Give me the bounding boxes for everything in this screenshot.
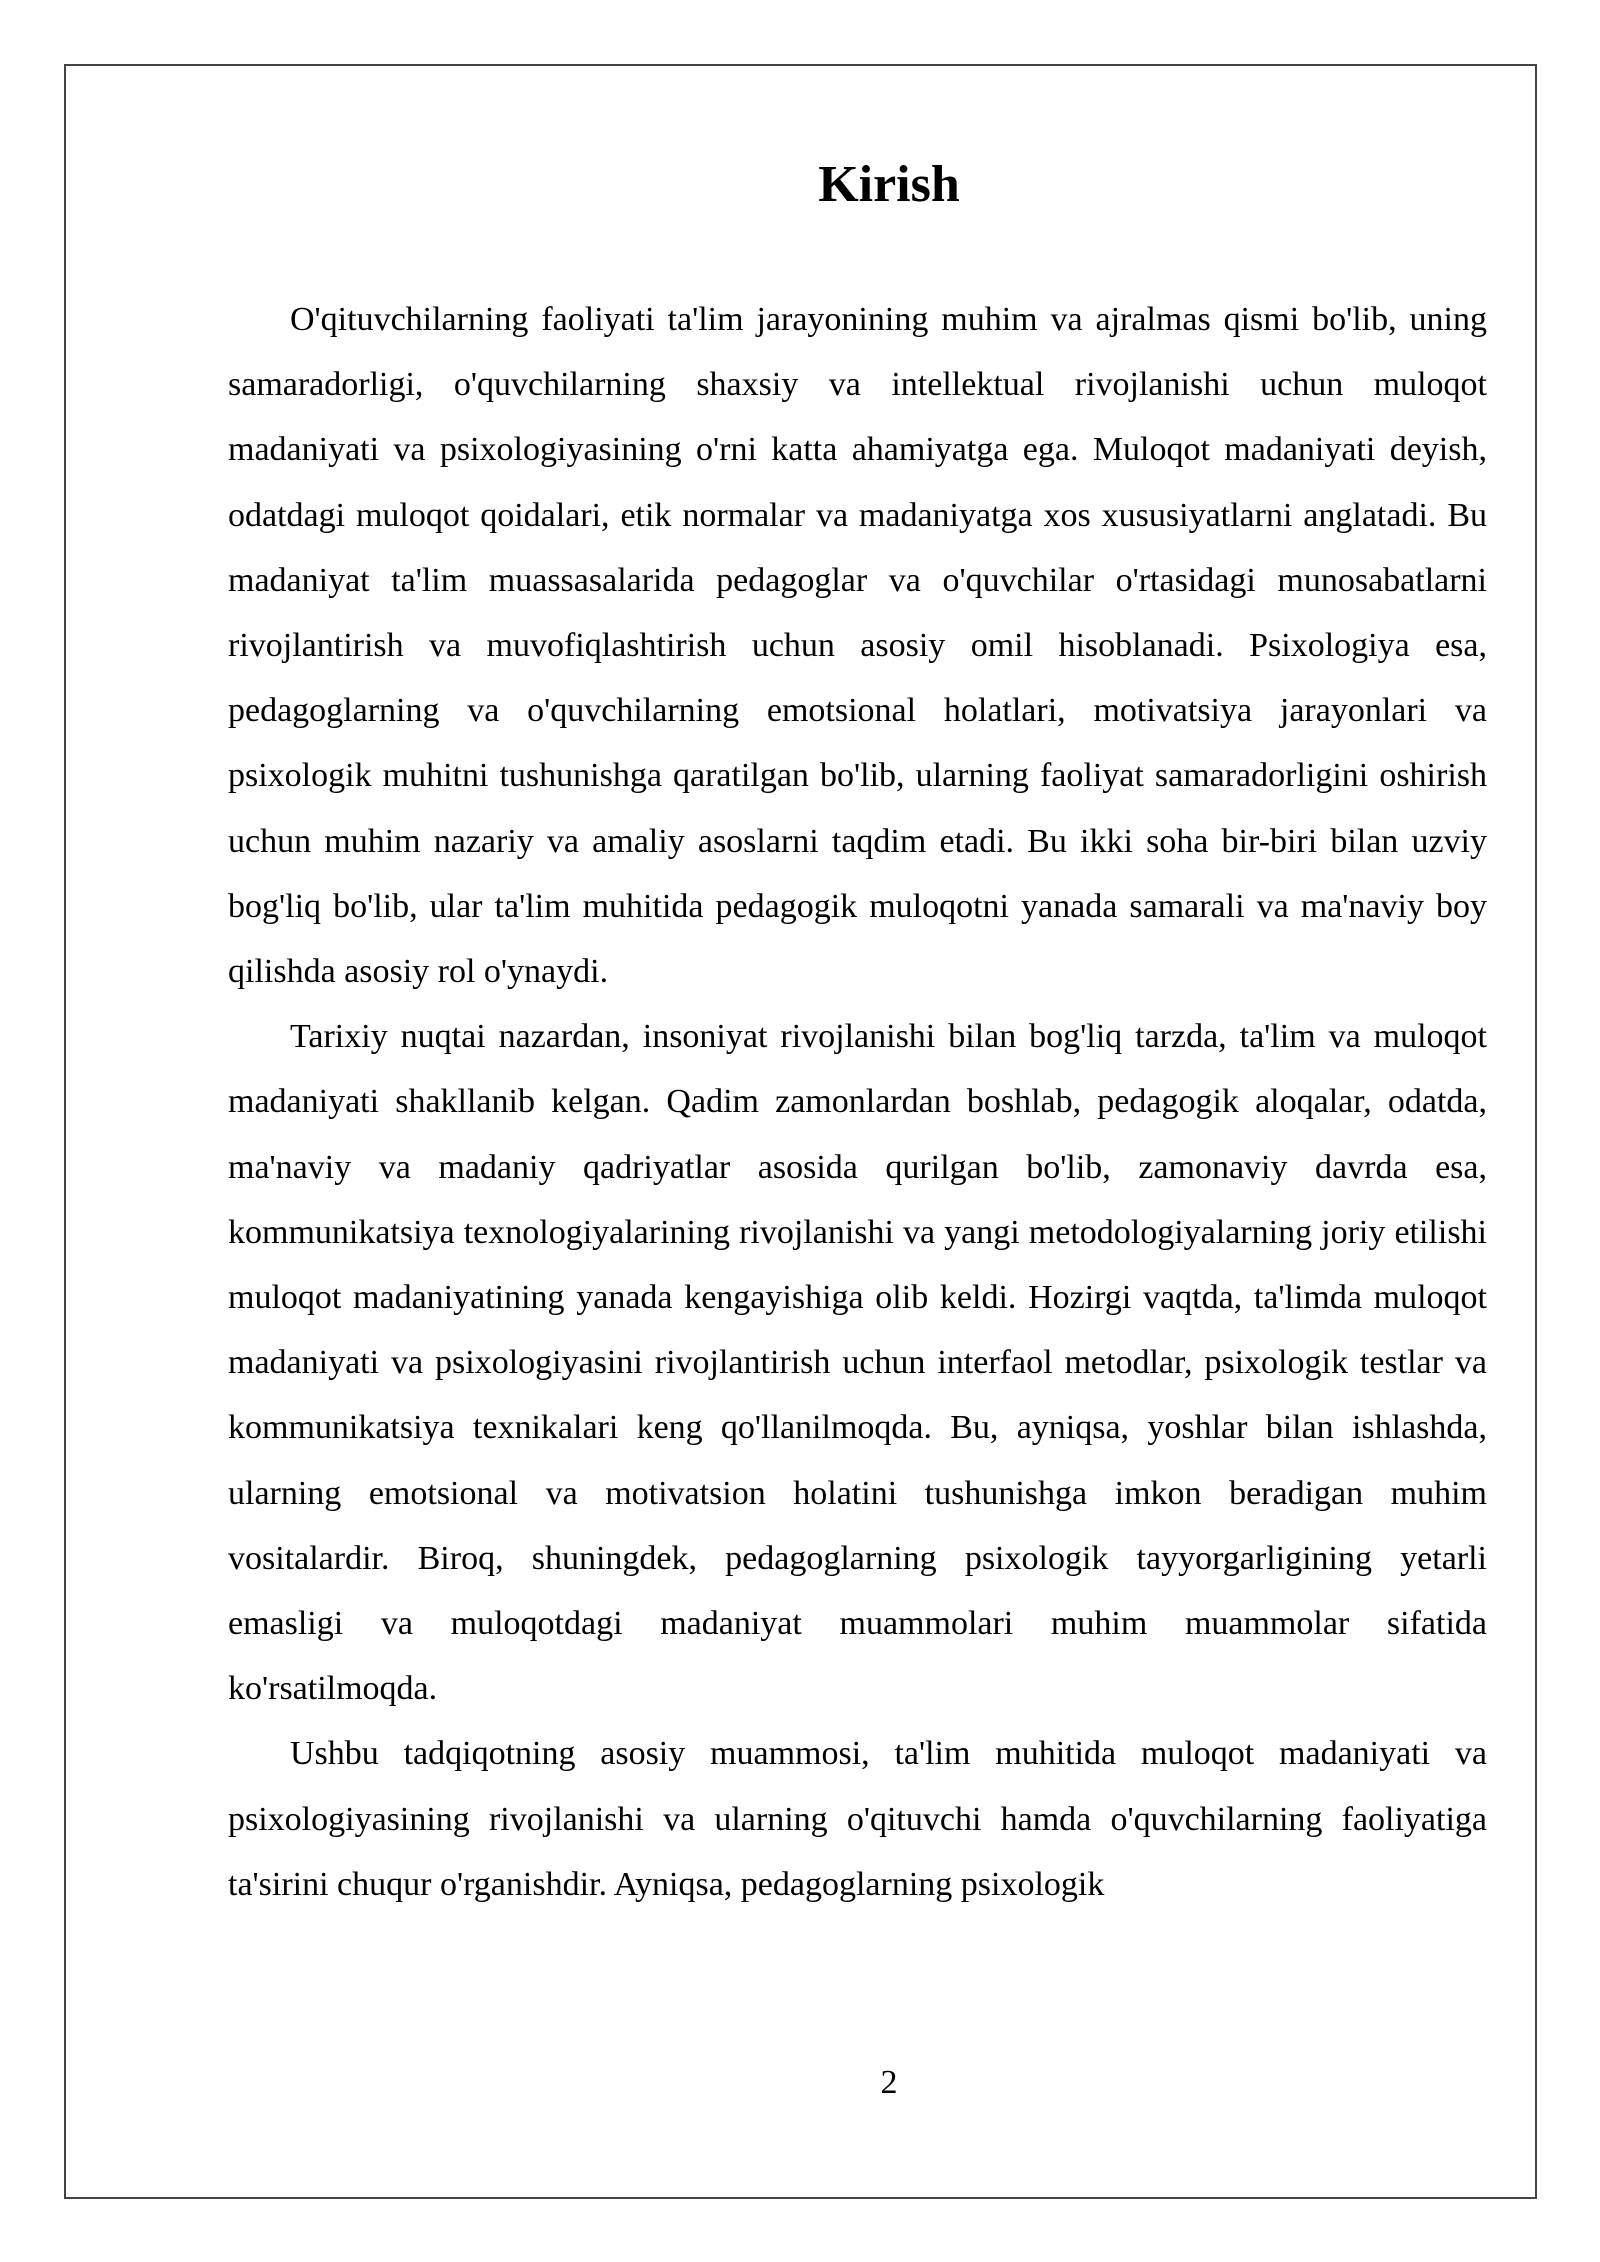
- paragraph-1: O'qituvchilarning faoliyati ta'lim jarayonining muhim va ajralmas qismi bo'lib, uning samaradorligi, o'quvchilarning shaxsiy va intellektual rivojlanishi uchun muloqot madaniyati va psixologiyasining o'rni katta ahamiyatga ega. Muloqot madaniyati deyish, odatdagi muloqot qoidalari, etik normalar va madaniyatga xos xususiyatlarni anglatadi. Bu madaniyat ta'lim muassasalarida pedagoglar va o'quvchilar o'rtasidagi munosabatlarni rivojlantirish va muvofiqlashtirish uchun asosiy omil hisoblanadi. Psixologiya esa, pedagoglarning va o'quvchilarning emotsional holatlari, motivatsiya jarayonlari va psixologik muhitni tushunishga qaratilgan bo'lib, ularning faoliyat samaradorligini oshirish uchun muhim nazariy va amaliy asoslarni taqdim etadi. Bu ikki soha bir-biri bilan uzviy bog'liq bo'lib, ular ta'lim muhitida pedagogik muloqotni yanada samarali va ma'naviy boy qilishda asosiy rol o'ynaydi.: [228, 301, 1487, 991]
- body-text: [228, 287, 1487, 1917]
- page-title: Kirish: [818, 156, 960, 213]
- paragraph-3: Ushbu tadqiqotning asosiy muammosi, ta'lim muhitida muloqot madaniyati va psixologiyasining rivojlanishi va ularning o'qituvchi hamda o'quvchilarning faoliyatiga ta'sirini chuqur o'rganishdir. Ayniqsa, pedagoglarning psixologik: [228, 1735, 1487, 1903]
- page-number: 2: [880, 2064, 898, 2101]
- paragraph-2: Tarixiy nuqtai nazardan, insoniyat rivojlanishi bilan bog'liq tarzda, ta'lim va muloqot madaniyati shakllanib kelgan. Qadim zamonlardan boshlab, pedagogik aloqalar, odatda, ma'naviy va madaniy qadriyatlar asosida qurilgan bo'lib, zamonaviy davrda esa, kommunikatsiya texnologiyalarining rivojlanishi va yangi metodologiyalarning joriy etilishi muloqot madaniyatining yanada kengayishiga olib keldi. Hozirgi vaqtda, ta'limda muloqot madaniyati va psixologiyasini rivojlantirish uchun interfaol metodlar, psixologik testlar va kommunikatsiya texnikalari keng qo'llanilmoqda. Bu, ayniqsa, yoshlar bilan ishlashda, ularning emotsional va motivatsion holatini tushunishga imkon beradigan muhim vositalardir. Biroq, shuningdek, pedagoglarning psixologik tayyorgarligining yetarli emasligi va muloqotdagi madaniyat muammolari muhim muammolar sifatida ko'rsatilmoqda.: [228, 1018, 1487, 1708]
